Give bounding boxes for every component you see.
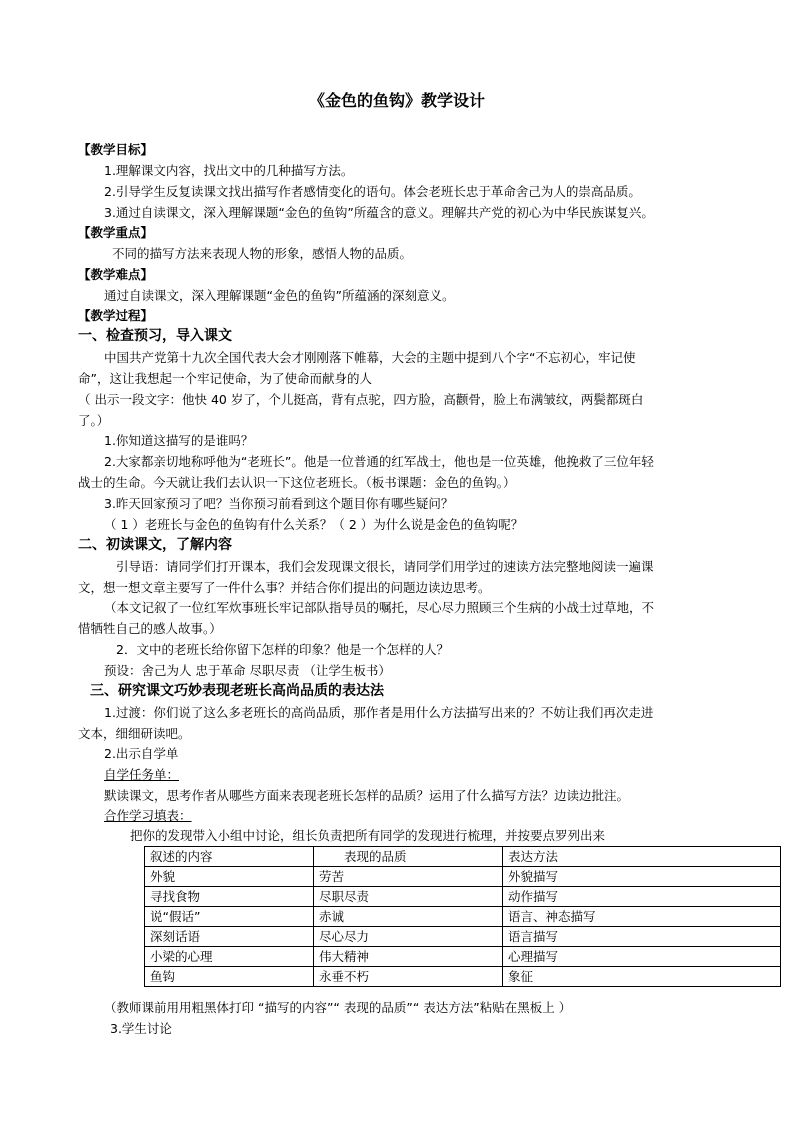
table-cell: 寻找食物: [145, 887, 314, 907]
difficulty-text: 通过自读课文，深入理解课题“金色的鱼钩”所蕴涵的深刻意义。: [104, 288, 455, 303]
teacher-note: （教师课前用用粗黑体打印 “描写的内容”“ 表现的品质”“ 表达方法”粘贴在黑板上 ）: [104, 1000, 572, 1015]
s1-paragraph-2b: 了。）: [78, 413, 110, 428]
table-cell: 语言描写: [503, 927, 781, 947]
table-cell: 外貌描写: [503, 867, 781, 887]
s2-paragraph-2a: （本文记叙了一位红军炊事班长牢记部队指导员的嘱托，尽心尽力照顾三个生病的小战士过草地，不: [104, 600, 655, 615]
s2-paragraph-1a: 引导语：请同学们打开课本，我们会发现课文很长，请同学们用学过的速读方法完整地阅读一遍课: [116, 559, 654, 574]
table-row: [145, 947, 781, 967]
table-row: [145, 867, 781, 887]
table-header-cell: 表达方法: [503, 847, 781, 867]
goals-heading: 【教学目标】: [78, 142, 154, 157]
self-task-text: 默读课文，思考作者从哪些方面来表现老班长怎样的品质？运用了什么描写方法？边读边批注。: [104, 788, 630, 803]
table-cell: 说“假话”: [145, 907, 314, 927]
table-row: [145, 967, 781, 987]
table-cell: 伟大精神: [314, 947, 503, 967]
s1-paragraph-2a: （ 出示一段文字：他快 40 岁了，个儿挺高，背有点驼，四方脸，高颧骨，脸上布满皱纹，两鬓都斑白: [78, 392, 644, 407]
s2-question-2: 2．文中的老班长给你留下怎样的印象？他是一个怎样的人？: [116, 642, 449, 657]
goal-item-1: 1.理解课文内容，找出文中的几种描写方法。: [104, 163, 354, 178]
difficulty-heading: 【教学难点】: [78, 267, 154, 282]
table-cell: 外貌: [145, 867, 314, 887]
s3-paragraph-1a: 1.过渡：你们说了这么多老班长的高尚品质，那作者是用什么方法描写出来的？不妨让我们再次走进: [104, 705, 654, 720]
table-cell: 语言、神态描写: [503, 907, 781, 927]
table-cell: 尽心尽力: [314, 927, 503, 947]
s3-paragraph-1b: 文本，细细研读吧。: [78, 726, 191, 741]
table-cell: 心理描写: [503, 947, 781, 967]
s2-paragraph-1b: 文，想一想文章主要写了一件什么事？并结合你们提出的问题边读边思考。: [78, 580, 491, 595]
table-header-row: [145, 847, 781, 867]
table-cell: 永垂不朽: [314, 967, 503, 987]
section-2-heading: 二、初读课文，了解内容: [78, 537, 232, 553]
table-cell: 尽职尽责: [314, 887, 503, 907]
document-title: 《金色的鱼钩》教学设计: [308, 91, 485, 110]
table-cell: 赤诚: [314, 907, 503, 927]
key-heading: 【教学重点】: [78, 225, 154, 240]
self-task-label: 自学任务单：: [104, 767, 180, 782]
analysis-table: [144, 846, 781, 987]
s1-question-2a: 2.大家都亲切地称呼他为“老班长”。他是一位普通的红军战士，他也是一位英雄，他挽救了三位年轻: [104, 454, 654, 469]
coop-text: 把你的发现带入小组中讨论，组长负责把所有同学的发现进行梳理，并按要点罗列出来: [130, 828, 606, 843]
s2-preset: 预设：舍己为人 忠于革命 尽职尽责 （让学生板书）: [104, 663, 391, 678]
goal-item-2: 2.引导学生反复读课文找出描写作者感情变化的语句。体会老班长忠于革命舍己为人的崇高品质。: [104, 184, 641, 199]
table-header-cell: 表现的品质: [314, 847, 503, 867]
table-cell: 劳苦: [314, 867, 503, 887]
table-row: [145, 927, 781, 947]
s1-question-3: 3.昨天回家预习了吧？当你预习前看到这个题目你有哪些疑问？: [104, 496, 454, 511]
table-cell: 小梁的心理: [145, 947, 314, 967]
s2-paragraph-2b: 惜牺牲自己的感人故事。）: [78, 621, 222, 636]
table-cell: 动作描写: [503, 887, 781, 907]
table-cell: 象征: [503, 967, 781, 987]
s1-question-1: 1.你知道这描写的是谁吗？: [104, 433, 254, 448]
table-cell: 鱼钩: [145, 967, 314, 987]
process-heading: 【教学过程】: [78, 308, 154, 323]
table-row: [145, 887, 781, 907]
table-row: [145, 907, 781, 927]
s3-paragraph-2: 2.出示自学单: [104, 746, 179, 761]
section-1-heading: 一、检查预习，导入课文: [78, 328, 232, 344]
key-text: 不同的描写方法来表现人物的形象，感悟人物的品质。: [112, 246, 413, 261]
coop-label: 合作学习填表：: [104, 808, 192, 823]
table-cell: 深刻话语: [145, 927, 314, 947]
s1-paragraph-1a: 中国共产党第十九次全国代表大会才刚刚落下帷幕，大会的主题中提到八个字“不忘初心，牢记使: [104, 350, 636, 365]
table-header-cell: 叙述的内容: [145, 847, 314, 867]
s1-paragraph-1b: 命”，这让我想起一个牢记使命，为了使命而献身的人: [78, 371, 372, 386]
goal-item-3: 3.通过自读课文，深入理解课题“金色的鱼钩”所蕴含的意义。理解共产党的初心为中华民族谋复兴。: [104, 205, 654, 220]
s1-question-3-sub: （ 1 ）老班长与金色的鱼钩有什么关系？（ 2 ）为什么说是金色的鱼钩呢？: [104, 517, 524, 532]
s3-paragraph-3: 3.学生讨论: [110, 1021, 172, 1036]
s1-question-2b: 战士的生命。今天就让我们去认识一下这位老班长。（板书课题：金色的鱼钩。）: [78, 475, 516, 490]
section-3-heading: 三、研究课文巧妙表现老班长高尚品质的表达法: [90, 683, 384, 699]
